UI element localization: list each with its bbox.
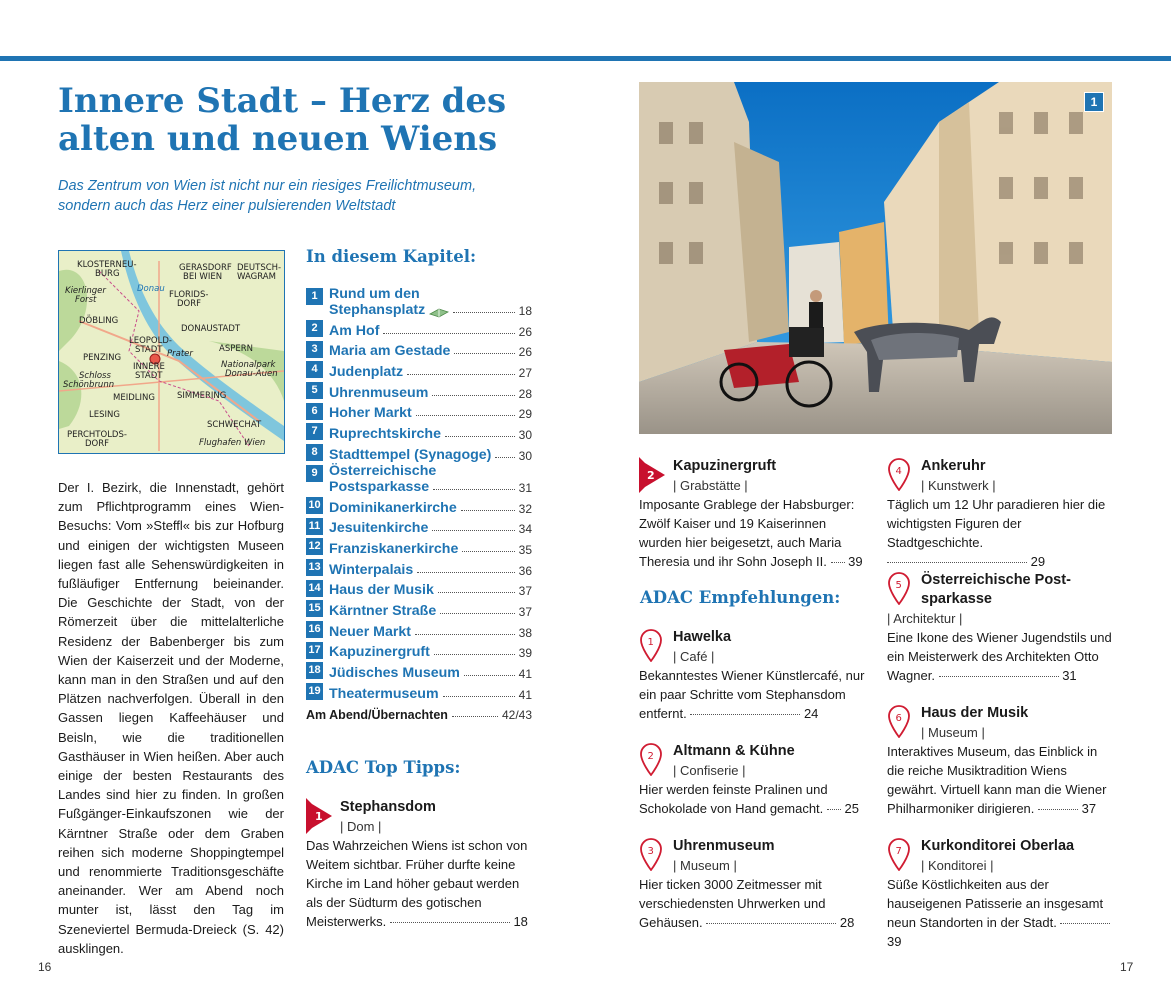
recommendation-entry [887,457,1113,571]
recommendation-pin-icon [639,837,663,871]
toc-item-page: 42/43 [501,708,532,723]
district-map [58,250,285,454]
toc-item-number: 14 [306,580,323,597]
toc-item[interactable] [306,681,532,702]
recommendation-description [887,875,1113,951]
recommendation-leader [706,923,836,924]
top-tip-category: | Dom | [340,819,382,834]
toc-item-leader [453,312,514,313]
toc-item-leader [445,436,515,437]
toc-item-leader [383,333,514,334]
recommendation-description [639,780,869,818]
toc-item-page: 36 [518,563,532,578]
recommendation-entry [639,742,869,818]
map-label: PERCHTOLDS- [67,430,127,440]
toc-item-page: 35 [518,542,532,557]
recommendation-page: 24 [803,706,819,721]
page-number-left: 16 [38,960,52,974]
recommendation-pin-icon [887,571,911,605]
recommendation-name: Uhrenmuseum [673,838,775,854]
recommendation-page: 29 [1030,554,1046,569]
photo-marker-badge: 1 [1084,92,1104,112]
toc-item-leader [417,572,514,573]
recommendation-entry [887,571,1113,685]
toc-item-leader [416,415,515,416]
toc-item-label: Haus der Musik [329,582,434,599]
recommendation-description-text: Interaktives Museum, das Einblick in die reiche Musiktradition Wiens gewährt. Virtuell kann man die Wiener Philharmoniker dirigieren. [887,744,1107,816]
toc-item-label: Theatermuseum [329,685,439,702]
map-label: Forst [75,295,97,305]
toc-item-number: 12 [306,538,323,555]
toc-item[interactable] [306,578,532,599]
recommendation-leader [887,562,1027,563]
map-label: DEUTSCH- [237,263,282,273]
toc-item-label: Postsparkasse [329,478,430,495]
recommendation-description-text: Täglich um 12 Uhr paradieren hier die wichtigsten Figuren der Stadtgeschichte. [887,497,1106,550]
recommendation-category: | Konditorei | [921,858,994,873]
toc-item-number: 10 [306,497,323,514]
recommendation-name: Österreichische Post- [921,572,1071,588]
map-label: Nationalpark [221,360,276,370]
recommendation-description [887,628,1113,685]
top-tip-marker-icon [306,798,332,834]
top-tip-entry [306,798,532,931]
toc-item-number: 13 [306,559,323,576]
page-subtitle-line-2: sondern auch das Herz einer pulsierenden Weltstadt [58,198,396,214]
toc-item-leader [438,592,515,593]
map-label: Schönbrunn [63,380,115,390]
top-tip-description-text: Imposante Grablege der Habsburger: Zwölf Kaiser und 19 Kaiserinnen wurden hier beigesetzt, auch Maria Theresia und ihr Sohn Joseph II. [639,497,855,569]
page-title [58,82,578,158]
map-label: Donau-Auen [225,369,278,379]
recommendation-page: 25 [844,801,860,816]
recommendation-description [639,875,869,932]
recommendation-pin-number: 3 [647,846,654,857]
map-label: GERASDORF [179,263,232,273]
toc-item-leader [415,634,515,635]
toc-item-label: Kapuzinergruft [329,644,430,661]
recommendation-name: Altmann & Kühne [673,743,795,759]
recommendation-pin-number: 4 [895,466,902,477]
toc-item-number: 1 [306,288,323,305]
toc-item[interactable] [306,495,532,516]
toc-list [306,286,532,722]
recommendation-leader [1060,923,1110,924]
recommendation-category: | Confiserie | [673,763,746,778]
toc-item-label: Hoher Markt [329,405,412,422]
page-title-line-1: Innere Stadt – Herz des [58,81,507,121]
recommendation-pin-number: 1 [647,637,654,648]
toc-item[interactable] [306,421,532,442]
toc-item-label: Rund um den [329,286,420,302]
toc-item[interactable] [306,401,532,422]
page-title-line-2: alten und neuen Wiens [58,119,498,159]
toc-item[interactable] [306,286,532,318]
recommendation-category: | Kunstwerk | [921,478,996,493]
map-label: KLOSTERNEU- [77,260,137,270]
toc-item-label: Jesuitenkirche [329,520,429,537]
toc-item-page: 32 [518,501,532,516]
toc-item-page: 34 [518,522,532,537]
toc-item-number: 6 [306,403,323,420]
top-tip-leader [390,922,510,923]
recommendation-description [887,742,1113,818]
top-tip-leader [831,562,845,563]
toc-item-leader [452,716,498,717]
recommendation-pin-icon [887,457,911,491]
map-label: WAGRAM [237,272,276,282]
toc-item[interactable] [306,318,532,339]
map-label: DORF [85,439,110,449]
top-tip-entry [639,457,865,571]
map-label: DORF [177,299,202,309]
toc-item-page: 27 [518,366,532,381]
toc-item-page: 38 [518,625,532,640]
map-label: ASPERN [219,344,253,354]
recommendation-description [887,495,1113,571]
toc-item-label: Österreichische [329,462,437,479]
toc-item-page: 26 [518,345,532,360]
recommendation-entry [639,628,869,723]
recommendation-leader [827,809,841,810]
toc-item-page: 41 [518,667,532,681]
toc-item-number: 8 [306,444,323,461]
top-tip-marker-number: 2 [647,469,655,482]
toc-item[interactable] [306,339,532,360]
toc-item-page: 30 [518,428,532,443]
map-label: BURG [95,269,120,279]
map-label: INNERE [133,362,165,372]
recommendation-leader [1038,809,1078,810]
map-label: Flughafen Wien [199,438,266,448]
toc-item-leader [464,675,515,676]
recommendation-pin-number: 7 [895,846,902,857]
recommendation-name: Haus der Musik [921,705,1029,721]
toc-item[interactable] [306,536,532,557]
toc-item-page: 29 [518,407,532,422]
recommendation-pin-icon [887,837,911,871]
recommendation-page: 31 [1062,668,1077,683]
map-label: DÖBLING [79,316,119,326]
toc-item-leader [440,613,514,614]
toc-item-leader [433,489,514,490]
toc-item-page: 41 [518,687,532,702]
toc-item[interactable] [306,463,532,495]
toc-item-page: 31 [518,480,532,495]
recommendation-page: 39 [887,934,902,949]
toc-item-label: Am Abend/Übernachten [306,708,448,723]
toc-item-leader [432,530,514,531]
toc-item-leader [454,353,514,354]
toc-item-label: Maria am Gestade [329,343,451,360]
toc-item-leader [443,696,515,697]
recommendation-description-text: Eine Ikone des Wiener Jugendstils und ein Meisterwerk des Architekten Otto Wagner. [887,630,1112,683]
toc-item-label: Neuer Markt [329,623,412,640]
recommendation-description-text: Süße Köstlichkeiten aus der hauseigenen Patisserie an insgesamt neun Standorten in der Stadt. [887,877,1104,930]
photo-illustration [639,82,1112,434]
recommendation-name: Ankeruhr [921,458,986,474]
recommendation-leader [939,676,1059,677]
toc-item[interactable] [306,598,532,619]
toc-item[interactable] [306,619,532,640]
recommendation-pin-number: 6 [895,713,902,724]
toc-item-label: Jüdisches Museum [329,665,460,681]
toc-item[interactable] [306,380,532,401]
toc-item-page: 28 [518,386,532,401]
map-label: SCHWECHAT [207,420,262,430]
top-tip-page: 18 [513,914,528,929]
recommendation-page: 28 [839,915,855,930]
toc-item-label: Am Hof [329,322,380,339]
toc-item-label: Stephansplatz [329,302,426,318]
map-label: LEOPOLD- [129,336,172,346]
top-accent-bar [0,56,1171,61]
map-label: FLORIDS- [169,290,209,300]
map-label: STADT [135,345,163,355]
toc-item[interactable] [306,660,532,681]
vienna-street-photo [639,82,1112,434]
recommendation-name: sparkasse [921,591,992,607]
toc-item-page: 26 [518,324,532,339]
map-label: Donau [137,284,165,294]
toc-item-label: Uhrenmuseum [329,384,429,401]
recommendation-description-text: Hier ticken 3000 Zeitmesser mit verschiedensten Uhrwerken und Gehäusen. [639,877,826,930]
toc-item-page: 30 [518,448,532,463]
toc-item-number: 2 [306,320,323,337]
map-label: PENZING [83,353,122,363]
recommendation-category: | Architektur | [887,611,963,626]
toc-item-leader [461,510,515,511]
toc-item[interactable] [306,557,532,578]
intro-body-text: Der I. Bezirk, die Innenstadt, gehört zum Pflichtprogramm eines Wien-Besuchs: Vom »Steffl« bis zur Hofburg und einigen der wichtigsten Museen liegen fast alle Sehenswürdigkeiten in fußläufiger Entfernung beieinander. Die Geschichte der Stadt, von der Römerzeit über die mittelalterliche Residenz der Babenberger bis zum Wien der Kaiserzeit und der Moderne, kann man in den Straßen und auf den Plätzen nachverfolgen. Überall in den Gassen liegen Kaffeehäuser und Beisln, wie die traditionellen Gasthäuser in Wien heißen. Aber auch einige der besten Restaurants des Landes sind hier zu finden. In großen Fußgänger-Einkaufszonen wie der Kärntner Straße oder dem Graben reihen sich moderne Shoppingtempel und renommierte Traditionsgeschäfte aneinander. Wer am Abend noch munter ist, lässt den Tag im Szeneviertel Bermuda-Dreieck (S. 42) ausklingen. [58,480,284,956]
toc-item-leader [407,374,515,375]
toc-item-label: Winterpalais [329,561,414,578]
top-tips-heading: ADAC Top Tipps: [306,758,461,777]
toc-item-number: 19 [306,683,323,700]
top-tip-description [306,836,532,931]
recommendation-pin-number: 2 [647,751,654,762]
top-tip-name: Stephansdom [340,799,436,815]
toc-item-label: Ruprechtskirche [329,426,441,443]
toc-item-label: Franziskanerkirche [329,540,459,557]
toc-item[interactable] [306,359,532,380]
recommendation-pin-icon [639,628,663,662]
recommendation-name: Hawelka [673,629,732,645]
map-label: STADT [135,371,163,381]
recommendation-description-text: Bekanntestes Wiener Künstlercafé, nur ein paar Schritte vom Stephansdom entfernt. [639,668,865,721]
top-tip-description-text: Das Wahrzeichen Wiens ist schon von Weitem sichtbar. Früher durfte keine Kirche im Land höher gebaut werden als der Südturm des gotischen Meisterwerks. [306,838,528,929]
top-tip-category: | Grabstätte | [673,478,748,493]
top-tip-description [639,495,865,571]
toc-item-number: 15 [306,600,323,617]
map-label: LESING [89,410,120,420]
toc-item-leader [462,551,514,552]
recommendation-pin-icon [639,742,663,776]
toc-item-number: 17 [306,642,323,659]
recommendation-description-text: Hier werden feinste Pralinen und Schokolade von Hand gemacht. [639,782,828,816]
toc-item-page: 39 [518,646,532,661]
toc-item-page: 37 [518,584,532,599]
map-label: Kierlinger [65,286,106,296]
toc-item-label: Stadttempel (Synagoge) [329,446,492,463]
recommendation-description [639,666,869,723]
toc-item-number: 3 [306,341,323,358]
toc-item-leader [495,457,514,458]
map-label: DONAUSTADT [181,324,241,334]
book-icon [429,307,449,318]
recommendation-entry [639,837,869,932]
toc-heading: In diesem Kapitel: [306,247,477,266]
toc-item-label: Kärntner Straße [329,602,437,619]
toc-item-leader [432,395,514,396]
toc-item-number: 11 [306,518,323,535]
toc-item-number: 4 [306,361,323,378]
map-label: Prater [167,349,193,359]
toc-item-number: 7 [306,423,323,440]
recommendation-pin-number: 5 [895,580,902,591]
top-tip-marker-icon [639,457,665,493]
toc-item-label: Judenplatz [329,364,404,381]
recommendation-entry [887,837,1113,951]
map-label: Schloss [79,371,111,381]
recommendation-pin-icon [887,704,911,738]
district-map-graphic [59,251,284,453]
map-label: BEI WIEN [183,272,223,282]
toc-item-number: 16 [306,621,323,638]
toc-item-number: 5 [306,382,323,399]
recommendation-entry [887,704,1113,818]
recommendation-category: | Café | [673,649,715,664]
toc-item-number: 18 [306,662,323,679]
toc-item[interactable] [306,516,532,537]
toc-item[interactable] [306,640,532,661]
recommendation-name: Kurkonditorei Oberlaa [921,838,1075,854]
toc-item-page: 37 [518,604,532,619]
map-label: SIMMERING [177,391,227,401]
map-label: MEIDLING [113,393,155,403]
page-subtitle-line-1: Das Zentrum von Wien ist nicht nur ein riesiges Freilichtmuseum, [58,178,477,194]
toc-item-evening[interactable] [306,702,532,723]
recommendations-heading: ADAC Empfehlungen: [640,588,841,607]
toc-item-page: 18 [518,304,532,318]
page-subtitle [58,176,578,216]
toc-item[interactable] [306,442,532,463]
top-tip-marker-number: 1 [315,810,323,823]
recommendation-category: | Museum | [921,725,985,740]
toc-item-leader [434,654,515,655]
recommendation-page: 37 [1081,801,1097,816]
toc-item-label: Dominikanerkirche [329,499,457,516]
page-number-right: 17 [1120,960,1134,974]
top-tip-name: Kapuzinergruft [673,458,777,474]
top-tip-page: 39 [848,554,863,569]
recommendation-leader [690,714,800,715]
toc-item-number: 9 [306,465,323,482]
recommendation-category: | Museum | [673,858,737,873]
